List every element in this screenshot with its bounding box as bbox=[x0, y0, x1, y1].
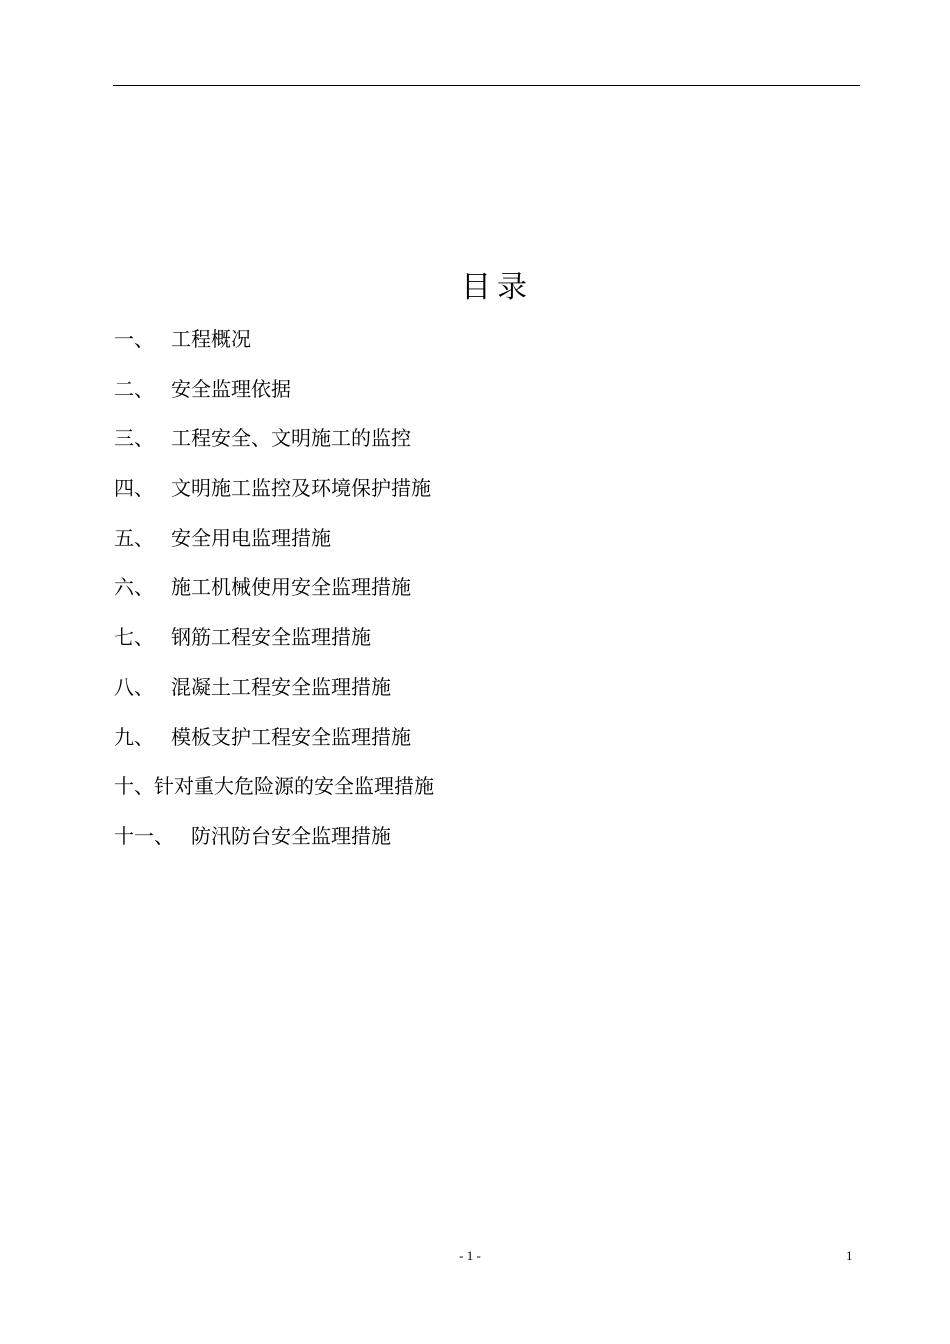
toc-item-label: 模板支护工程安全监理措施 bbox=[171, 724, 411, 749]
toc-item-number: 五、 bbox=[114, 525, 154, 550]
toc-item-7[interactable] bbox=[114, 620, 434, 670]
toc-item-2[interactable] bbox=[114, 372, 434, 422]
toc-list bbox=[114, 322, 434, 869]
toc-item-label: 工程安全、文明施工的监控 bbox=[171, 426, 411, 451]
toc-item-number: 三、 bbox=[114, 426, 154, 451]
toc-item-3[interactable] bbox=[114, 421, 434, 471]
toc-item-label: 针对重大危险源的安全监理措施 bbox=[154, 774, 434, 799]
toc-item-10[interactable] bbox=[114, 769, 434, 819]
toc-item-number: 二、 bbox=[114, 376, 154, 401]
toc-item-number: 八、 bbox=[114, 674, 154, 699]
toc-item-label: 施工机械使用安全监理措施 bbox=[171, 575, 411, 600]
toc-item-label: 工程概况 bbox=[171, 327, 251, 351]
toc-item-label: 钢筋工程安全监理措施 bbox=[171, 625, 371, 650]
toc-item-number: 六、 bbox=[114, 575, 154, 600]
toc-item-label: 安全用电监理措施 bbox=[171, 525, 331, 550]
header-rule bbox=[113, 85, 860, 86]
toc-item-11[interactable] bbox=[114, 819, 434, 869]
toc-item-number: 一、 bbox=[114, 327, 154, 351]
footer-page-number: 1 bbox=[846, 1248, 853, 1263]
toc-item-5[interactable] bbox=[114, 521, 434, 571]
toc-item-6[interactable] bbox=[114, 570, 434, 620]
toc-item-number: 九、 bbox=[114, 724, 154, 749]
toc-item-4[interactable] bbox=[114, 471, 434, 521]
toc-item-number: 十、 bbox=[114, 774, 154, 799]
toc-item-label: 安全监理依据 bbox=[171, 376, 291, 401]
footer-page-label: - 1 - bbox=[459, 1248, 481, 1263]
toc-item-label: 文明施工监控及环境保护措施 bbox=[171, 476, 431, 501]
toc-item-8[interactable] bbox=[114, 670, 434, 720]
toc-title: 目录 bbox=[461, 270, 533, 305]
toc-item-number: 十一、 bbox=[114, 823, 174, 848]
toc-item-1[interactable] bbox=[114, 322, 434, 372]
toc-item-label: 混凝土工程安全监理措施 bbox=[171, 674, 391, 699]
toc-item-number: 七、 bbox=[114, 625, 154, 650]
toc-item-9[interactable] bbox=[114, 720, 434, 770]
toc-item-label: 防汛防台安全监理措施 bbox=[191, 823, 391, 848]
toc-item-number: 四、 bbox=[114, 476, 154, 501]
